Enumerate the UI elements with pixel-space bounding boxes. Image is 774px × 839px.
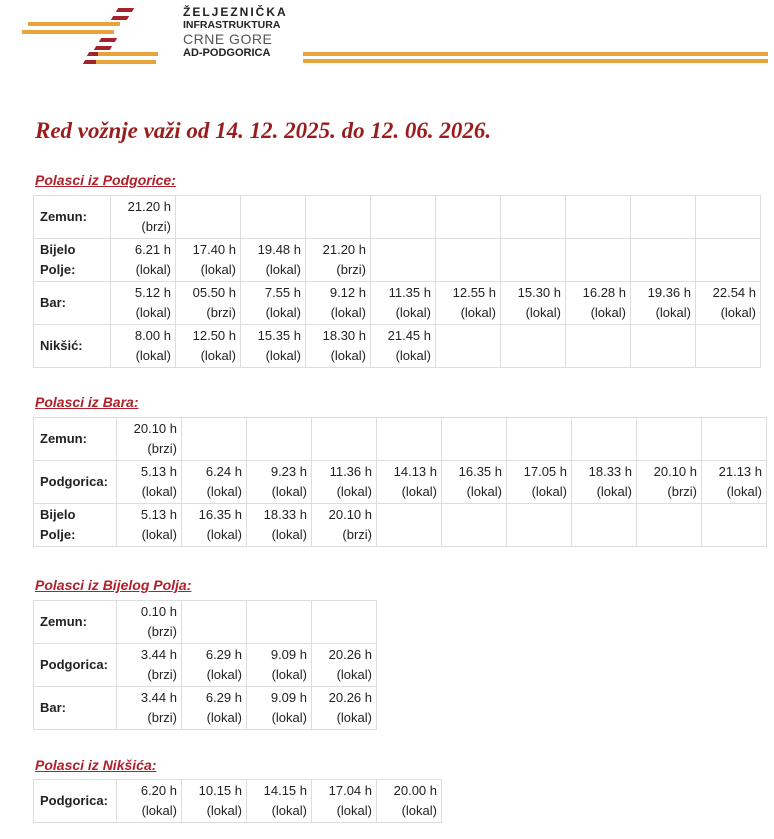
station-name: Podgorica: [34, 644, 117, 687]
departure-time: 21.45 h [387, 328, 431, 343]
empty-cell [631, 239, 696, 282]
train-type: (lokal) [265, 262, 301, 277]
departure-cell [111, 282, 176, 325]
departure-cell [572, 461, 637, 504]
departure-cell [117, 644, 182, 687]
train-type: (lokal) [336, 484, 372, 499]
train-type: (lokal) [590, 305, 626, 320]
empty-cell [436, 239, 501, 282]
train-type: (lokal) [200, 262, 236, 277]
empty-cell [247, 601, 312, 644]
departure-cell [371, 282, 436, 325]
train-type: (lokal) [531, 484, 567, 499]
departure-time: 14.15 h [263, 783, 307, 798]
train-type: (lokal) [271, 527, 307, 542]
departure-cell [117, 601, 182, 644]
departure-time: 22.54 h [712, 285, 756, 300]
station-name: Nikšić: [34, 325, 111, 368]
departure-cell [247, 644, 312, 687]
station-name: Podgorica: [34, 461, 117, 504]
train-type: (lokal) [200, 348, 236, 363]
empty-cell [377, 504, 442, 547]
train-type: (lokal) [271, 484, 307, 499]
logo-line: CRNE GORE [183, 31, 273, 47]
departure-time: 17.40 h [192, 242, 236, 257]
departure-cell [111, 239, 176, 282]
departure-time: 19.48 h [257, 242, 301, 257]
train-type: (lokal) [206, 527, 242, 542]
section-heading: Polasci iz Podgorice: [35, 172, 176, 188]
station-name: Podgorica: [34, 780, 117, 823]
timetable [33, 417, 767, 547]
station-name: Zemun: [34, 601, 117, 644]
departure-time: 6.20 h [140, 783, 177, 798]
station-name: Zemun: [34, 196, 111, 239]
departure-cell [312, 644, 377, 687]
departure-time: 11.36 h [329, 464, 372, 479]
train-type: (brzi) [147, 710, 177, 725]
departure-time: 15.35 h [257, 328, 301, 343]
empty-cell [241, 196, 306, 239]
departure-time: 9.12 h [329, 285, 366, 300]
station-name: Bar: [34, 282, 111, 325]
empty-cell [371, 239, 436, 282]
departure-cell [702, 461, 767, 504]
departure-cell [241, 282, 306, 325]
empty-cell [566, 239, 631, 282]
departure-cell [117, 418, 182, 461]
departure-time: 18.33 h [263, 507, 307, 522]
empty-cell [182, 418, 247, 461]
departure-time: 5.13 h [140, 464, 177, 479]
departure-cell [306, 282, 371, 325]
empty-cell [182, 601, 247, 644]
empty-cell [702, 504, 767, 547]
departure-cell [247, 504, 312, 547]
train-type: (lokal) [336, 803, 372, 818]
departure-time: 6.21 h [134, 242, 171, 257]
timetable [33, 195, 761, 368]
table-row [34, 601, 377, 644]
empty-cell [631, 325, 696, 368]
departure-time: 15.30 h [517, 285, 561, 300]
departure-cell [306, 325, 371, 368]
empty-cell [696, 325, 761, 368]
departure-time: 16.28 h [582, 285, 626, 300]
logo-line: ŽELJEZNIČKA [183, 5, 288, 19]
train-type: (lokal) [206, 667, 242, 682]
departure-cell [377, 780, 442, 823]
train-type: (lokal) [141, 803, 177, 818]
empty-cell [637, 418, 702, 461]
empty-cell [696, 239, 761, 282]
departure-time: 16.35 h [198, 507, 242, 522]
train-type: (lokal) [401, 803, 437, 818]
train-type: (lokal) [395, 305, 431, 320]
departure-time: 11.35 h [388, 285, 431, 300]
train-type: (lokal) [141, 527, 177, 542]
departure-cell [182, 644, 247, 687]
departure-time: 9.09 h [270, 690, 307, 705]
train-type: (lokal) [265, 305, 301, 320]
empty-cell [572, 504, 637, 547]
table-row [34, 239, 761, 282]
departure-time: 20.26 h [328, 647, 372, 662]
departure-time: 18.30 h [322, 328, 366, 343]
empty-cell [377, 418, 442, 461]
departure-cell [182, 780, 247, 823]
train-type: (lokal) [135, 262, 171, 277]
train-type: (lokal) [141, 484, 177, 499]
empty-cell [176, 196, 241, 239]
departure-cell [182, 504, 247, 547]
train-type: (lokal) [330, 305, 366, 320]
empty-cell [442, 504, 507, 547]
train-type: (brzi) [342, 527, 372, 542]
departure-time: 6.24 h [205, 464, 242, 479]
departure-cell [566, 282, 631, 325]
departure-cell [312, 461, 377, 504]
empty-cell [247, 418, 312, 461]
departure-time: 14.13 h [393, 464, 437, 479]
section-heading: Polasci iz Bijelog Polja: [35, 577, 192, 593]
empty-cell [501, 196, 566, 239]
departure-cell [182, 687, 247, 730]
train-type: (lokal) [135, 348, 171, 363]
logo-line: AD-PODGORICA [183, 47, 271, 59]
departure-cell [507, 461, 572, 504]
departure-time: 9.09 h [270, 647, 307, 662]
departure-time: 20.10 h [653, 464, 697, 479]
train-type: (lokal) [466, 484, 502, 499]
departure-cell [247, 687, 312, 730]
departure-cell [117, 780, 182, 823]
train-type: (lokal) [720, 305, 756, 320]
departure-time: 20.10 h [328, 507, 372, 522]
departure-time: 8.00 h [134, 328, 171, 343]
empty-cell [436, 325, 501, 368]
station-name: Bijelo Polje: [34, 239, 111, 282]
departure-cell [241, 325, 306, 368]
logo-wordmark [183, 6, 288, 60]
departure-time: 20.26 h [328, 690, 372, 705]
empty-cell [501, 239, 566, 282]
train-type: (lokal) [206, 803, 242, 818]
table-row [34, 461, 767, 504]
departure-cell [117, 504, 182, 547]
departure-cell [371, 325, 436, 368]
train-type: (lokal) [596, 484, 632, 499]
departure-cell [696, 282, 761, 325]
empty-cell [631, 196, 696, 239]
timetable [33, 779, 442, 823]
departure-time: 18.33 h [588, 464, 632, 479]
departure-time: 17.04 h [328, 783, 372, 798]
train-type: (lokal) [271, 667, 307, 682]
departure-time: 0.10 h [140, 604, 177, 619]
departure-time: 20.00 h [393, 783, 437, 798]
train-type: (lokal) [336, 710, 372, 725]
departure-cell [436, 282, 501, 325]
departure-cell [312, 504, 377, 547]
departure-time: 21.20 h [127, 199, 171, 214]
departure-cell [631, 282, 696, 325]
empty-cell [436, 196, 501, 239]
departure-time: 21.20 h [322, 242, 366, 257]
train-type: (brzi) [147, 624, 177, 639]
empty-cell [371, 196, 436, 239]
train-type: (brzi) [206, 305, 236, 320]
departure-cell [176, 325, 241, 368]
departure-time: 3.44 h [140, 647, 177, 662]
train-type: (brzi) [141, 219, 171, 234]
departure-time: 12.50 h [192, 328, 236, 343]
table-row [34, 644, 377, 687]
table-row [34, 325, 761, 368]
page-title: Red vožnje važi od 14. 12. 2025. do 12. 06. 2026. [35, 118, 492, 143]
empty-cell [696, 196, 761, 239]
departure-time: 20.10 h [133, 421, 177, 436]
empty-cell [572, 418, 637, 461]
logo-line: INFRASTRUKTURA [183, 19, 281, 31]
departure-cell [247, 461, 312, 504]
empty-cell [566, 196, 631, 239]
train-type: (lokal) [206, 710, 242, 725]
train-type: (lokal) [525, 305, 561, 320]
train-type: (brzi) [667, 484, 697, 499]
train-type: (lokal) [206, 484, 242, 499]
empty-cell [637, 504, 702, 547]
departure-time: 5.12 h [134, 285, 171, 300]
departure-cell [117, 687, 182, 730]
empty-cell [312, 418, 377, 461]
departure-time: 12.55 h [452, 285, 496, 300]
empty-cell [507, 504, 572, 547]
departure-cell [176, 239, 241, 282]
train-type: (lokal) [135, 305, 171, 320]
departure-time: 16.35 h [458, 464, 502, 479]
section-heading: Polasci iz Nikšića: [35, 757, 157, 773]
departure-cell [182, 461, 247, 504]
timetable [33, 600, 377, 730]
train-type: (lokal) [401, 484, 437, 499]
departure-cell [111, 325, 176, 368]
departure-time: 9.23 h [270, 464, 307, 479]
departure-time: 7.55 h [264, 285, 301, 300]
table-row [34, 418, 767, 461]
departure-cell [111, 196, 176, 239]
station-name: Bijelo Polje: [34, 504, 117, 547]
empty-cell [312, 601, 377, 644]
train-type: (lokal) [336, 667, 372, 682]
departure-time: 19.36 h [647, 285, 691, 300]
train-type: (lokal) [265, 348, 301, 363]
train-type: (lokal) [395, 348, 431, 363]
departure-cell [637, 461, 702, 504]
departure-time: 21.13 h [718, 464, 762, 479]
empty-cell [507, 418, 572, 461]
departure-cell [377, 461, 442, 504]
train-type: (brzi) [336, 262, 366, 277]
empty-cell [501, 325, 566, 368]
departure-time: 3.44 h [140, 690, 177, 705]
section-heading: Polasci iz Bara: [35, 394, 139, 410]
departure-cell [176, 282, 241, 325]
departure-time: 6.29 h [205, 647, 242, 662]
empty-cell [306, 196, 371, 239]
train-type: (lokal) [726, 484, 762, 499]
departure-cell [241, 239, 306, 282]
departure-cell [247, 780, 312, 823]
empty-cell [442, 418, 507, 461]
departure-time: 5.13 h [140, 507, 177, 522]
train-type: (lokal) [330, 348, 366, 363]
train-type: (lokal) [460, 305, 496, 320]
departure-cell [312, 780, 377, 823]
departure-cell [312, 687, 377, 730]
departure-time: 17.05 h [523, 464, 567, 479]
departure-cell [501, 282, 566, 325]
table-row [34, 504, 767, 547]
train-type: (brzi) [147, 441, 177, 456]
departure-cell [442, 461, 507, 504]
train-type: (brzi) [147, 667, 177, 682]
train-type: (lokal) [271, 710, 307, 725]
company-logo [0, 0, 774, 75]
empty-cell [566, 325, 631, 368]
table-row [34, 780, 442, 823]
station-name: Bar: [34, 687, 117, 730]
departure-cell [306, 239, 371, 282]
train-type: (lokal) [655, 305, 691, 320]
departure-time: 05.50 h [192, 285, 236, 300]
table-row [34, 282, 761, 325]
departure-cell [117, 461, 182, 504]
departure-time: 10.15 h [198, 783, 242, 798]
train-type: (lokal) [271, 803, 307, 818]
table-row [34, 196, 761, 239]
departure-time: 6.29 h [205, 690, 242, 705]
empty-cell [702, 418, 767, 461]
table-row [34, 687, 377, 730]
station-name: Zemun: [34, 418, 117, 461]
